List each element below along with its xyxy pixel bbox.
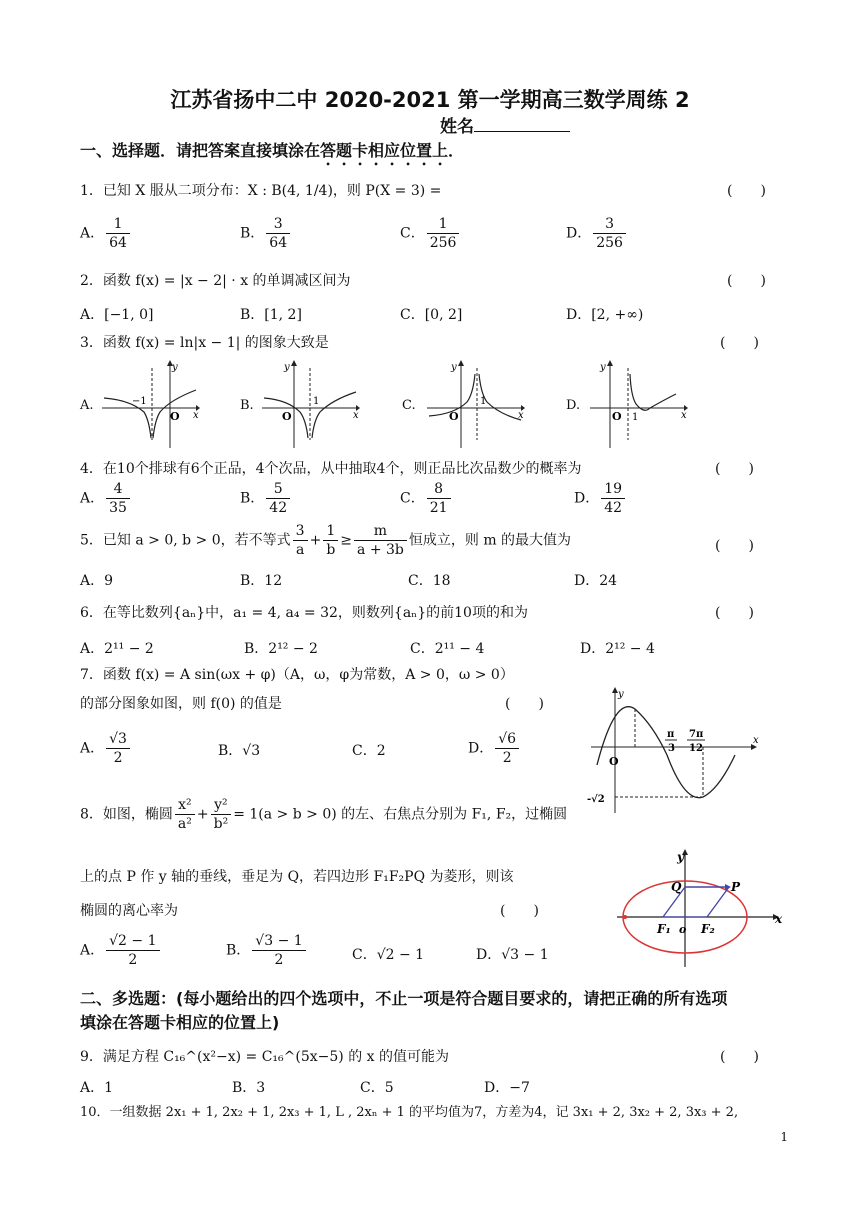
svg-text:x: x <box>353 410 359 421</box>
option-8d: D．√3 − 1 <box>476 947 549 963</box>
svg-text:F₁: F₁ <box>657 922 671 936</box>
answer-paren: ( ) <box>727 273 766 289</box>
name-blank <box>474 117 570 132</box>
answer-paren: ( ) <box>720 335 759 351</box>
svg-text:−1: −1 <box>132 396 147 407</box>
option-5b: B．12 <box>240 573 283 589</box>
svg-text:π: π <box>667 729 675 740</box>
svg-text:x: x <box>681 410 687 421</box>
question-8-stem: 8．如图，椭圆 $\frac{\text{x²}}{\text{a²}}$ + $\frac{\text{y²}}{\text{b²}}$ = 1(a > b > 0) 的左、右焦点分别为 F₁, F₂，过椭圆 <box>80 797 568 832</box>
svg-text:F₂: F₂ <box>701 922 715 936</box>
question-5-stem: 5．已知 a > 0, b > 0，若不等式 $\frac{3}{a}$ + $\frac{1}{b}$ ≥ $\frac{m}{a + 3b}$ 恒成立，则 m 的最大值为 <box>80 523 572 558</box>
question-9-stem: 9．满足方程 C₁₆^(x²−x) = C₁₆^(5x−5) 的 x 的值可能为 <box>80 1049 449 1065</box>
svg-text:O: O <box>282 410 292 423</box>
graph-d-label: D. <box>566 398 581 413</box>
svg-text:o: o <box>679 923 687 936</box>
section-2-heading: 二、多选题：(每小题给出的四个选项中，不止一项是符合题目要求的，请把正确的所有选项 <box>80 989 728 1008</box>
answer-paren: ( ) <box>720 1049 759 1065</box>
option-6b: B．2¹² − 2 <box>244 641 318 657</box>
option-7d: D． $\frac{√6}{2}$ <box>468 730 521 767</box>
graph-d <box>588 360 688 450</box>
graph-c-label: C. <box>402 398 416 413</box>
svg-text:1: 1 <box>480 396 487 407</box>
svg-text:x: x <box>193 410 199 421</box>
svg-text:O: O <box>170 410 180 423</box>
graph-a <box>100 360 200 450</box>
section-2-heading-2: 填涂在答题卡相应的位置上) <box>80 1013 280 1032</box>
question-10-stem: 10．一组数据 2x₁ + 1, 2x₂ + 1, 2x₃ + 1, L , 2xₙ + 1 的平均值为7，方差为4，记 3x₁ + 2, 3x₂ + 2, 3x₃ + 2, <box>80 1105 739 1120</box>
option-6c: C．2¹¹ − 4 <box>410 641 485 657</box>
option-7a: A． $\frac{√3}{2}$ <box>80 730 132 767</box>
option-1a: A． $\frac{1}{64}$ <box>80 215 132 252</box>
question-6-stem: 6．在等比数列{aₙ}中，a₁ = 4, a₄ = 32，则数列{aₙ}的前10项的和为 <box>80 605 528 621</box>
svg-text:y: y <box>677 850 684 864</box>
answer-paren: ( ) <box>715 538 754 554</box>
graph-b-label: B. <box>240 398 254 413</box>
svg-text:O: O <box>609 755 619 768</box>
option-9d: D．−7 <box>484 1080 530 1096</box>
svg-text:3: 3 <box>668 743 675 754</box>
sine-graph <box>585 685 765 815</box>
answer-paren: ( ) <box>715 605 754 621</box>
svg-text:y: y <box>618 689 624 700</box>
option-9a: A．1 <box>80 1080 114 1096</box>
question-7-stem: 7．函数 f(x) = A sin(ωx + φ)（A，ω，φ为常数，A > 0，ω > 0） <box>80 667 514 683</box>
page-title: 江苏省扬中二中 2020-2021 第一学期高三数学周练 2 <box>170 88 690 112</box>
option-5a: A．9 <box>80 573 114 589</box>
option-9c: C．5 <box>360 1080 394 1096</box>
section-1-heading: 一、选择题．请把答案直接填涂在答题卡相应位置上． <box>80 141 465 160</box>
option-8a: A． $\frac{√2 - 1}{2}$ <box>80 932 162 969</box>
option-8c: C．√2 − 1 <box>352 947 425 963</box>
question-8-stem-3: 椭圆的离心率为 <box>80 903 178 919</box>
svg-text:y: y <box>172 362 178 373</box>
question-4-stem: 4．在10个排球有6个正品，4个次品，从中抽取4个，则正品比次品数少的概率为 <box>80 461 582 477</box>
option-5c: C．18 <box>408 573 451 589</box>
option-4c: C． $\frac{8}{21}$ <box>400 480 453 517</box>
option-2a: A．[−1, 0] <box>80 307 154 323</box>
svg-text:x: x <box>518 410 524 421</box>
option-4b: B． $\frac{5}{42}$ <box>240 480 292 517</box>
option-7c: C．2 <box>352 743 386 759</box>
graph-a-label: A. <box>80 398 94 413</box>
option-7b: B．√3 <box>218 743 261 759</box>
answer-paren: ( ) <box>505 696 544 712</box>
svg-text:y: y <box>284 362 290 373</box>
option-4d: D． $\frac{19}{42}$ <box>574 480 627 517</box>
question-7-stem-2: 的部分图象如图，则 f(0) 的值是 <box>80 696 282 712</box>
option-6d: D．2¹² − 4 <box>580 641 655 657</box>
svg-text:y: y <box>451 362 457 373</box>
svg-text:1: 1 <box>313 396 320 407</box>
option-6a: A．2¹¹ − 2 <box>80 641 154 657</box>
svg-text:O: O <box>449 410 459 423</box>
svg-text:7π: 7π <box>689 729 704 740</box>
svg-text:-√2: -√2 <box>587 794 605 805</box>
svg-text:1: 1 <box>632 412 639 423</box>
option-1c: C． $\frac{1}{256}$ <box>400 215 461 252</box>
page-number: 1 <box>780 1130 788 1144</box>
svg-text:Q: Q <box>671 880 682 894</box>
question-2-stem: 2．函数 f(x) = |x − 2| · x 的单调减区间为 <box>80 273 351 289</box>
option-2c: C．[0, 2] <box>400 307 463 323</box>
option-1d: D． $\frac{3}{256}$ <box>566 215 628 252</box>
svg-text:y: y <box>600 362 606 373</box>
option-8b: B． $\frac{√3 - 1}{2}$ <box>226 932 308 969</box>
option-5d: D．24 <box>574 573 618 589</box>
option-9b: B．3 <box>232 1080 266 1096</box>
option-1b: B． $\frac{3}{64}$ <box>240 215 292 252</box>
answer-paren: ( ) <box>715 461 754 477</box>
graph-c <box>425 360 525 450</box>
svg-text:O: O <box>612 410 622 423</box>
option-4a: A． $\frac{4}{35}$ <box>80 480 132 517</box>
svg-text:P: P <box>731 880 741 894</box>
answer-paren: ( ) <box>727 183 766 199</box>
svg-text:x: x <box>753 735 759 746</box>
ellipse-graph <box>615 845 790 970</box>
answer-paren: ( ) <box>500 903 539 919</box>
question-3-stem: 3．函数 f(x) = ln|x − 1| 的图象大致是 <box>80 335 329 351</box>
svg-text:x: x <box>775 912 783 926</box>
graph-b <box>260 360 360 450</box>
question-8-stem-2: 上的点 P 作 y 轴的垂线，垂足为 Q，若四边形 F₁F₂PQ 为菱形，则该 <box>80 869 514 885</box>
option-2d: D．[2, +∞) <box>566 307 644 323</box>
option-2b: B．[1, 2] <box>240 307 302 323</box>
question-1-stem: 1．已知 X 服从二项分布：X : B(4, 1/4)，则 P(X = 3) = <box>80 183 442 199</box>
svg-text:12: 12 <box>689 743 703 754</box>
name-field: 姓名 <box>440 112 570 137</box>
